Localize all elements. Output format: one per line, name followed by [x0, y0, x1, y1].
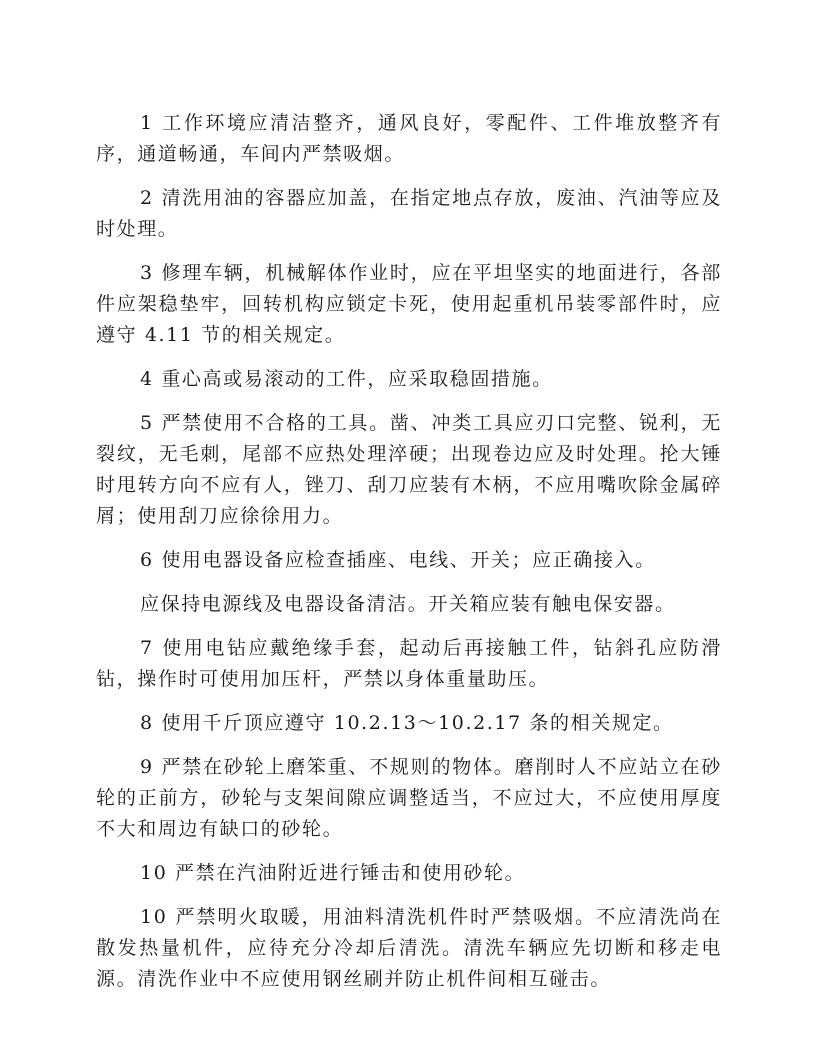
- paragraph-6-electrical-cont: 应保持电源线及电器设备清洁。开关箱应装有触电保安器。: [140, 593, 676, 615]
- paragraph-9-grinding-wheel: 9 严禁在砂轮上磨笨重、不规则的物体。磨削时人不应站立在砂轮的正前方，砂轮与支架间隙应调整适当，不应过大，不应使用厚度不大和周边有缺口的砂轮。: [96, 756, 722, 840]
- paragraph-10-gasoline: 10 严禁在汽油附近进行锤击和使用砂轮。: [140, 862, 526, 884]
- paragraph-7-drill: 7 使用电钻应戴绝缘手套，起动后再接触工件，钻斜孔应防滑钻，操作时可使用加压杆，严禁以身体重量助压。: [96, 637, 722, 690]
- paragraph-1-workplace: 1 工作环境应清洁整齐，通风良好，零配件、工件堆放整齐有序，通道畅通，车间内严禁吸烟。: [96, 112, 722, 165]
- paragraph-8-jack: 8 使用千斤顶应遵守 10.2.13～10.2.17 条的相关规定。: [140, 712, 674, 734]
- paragraph-10-open-flame: 10 严禁明火取暖，用油料清洗机件时严禁吸烟。不应清洗尚在散发热量机件，应待充分冷却后清洗。清洗车辆应先切断和移走电源。清洗作业中不应使用钢丝刷并防止机件间相互碰击。: [96, 906, 722, 990]
- paragraph-5-tools: 5 严禁使用不合格的工具。凿、冲类工具应刃口完整、锐利，无裂纹，无毛刺，尾部不应热处理淬硬；出现卷边应及时处理。抡大锤时甩转方向不应有人，锉刀、刮刀应装有木柄，不应用嘴吹除金属碎屑；使用刮刀应徐徐用力。: [96, 412, 722, 527]
- paragraph-2-oil-containers: 2 清洗用油的容器应加盖，在指定地点存放，废油、汽油等应及时处理。: [96, 187, 722, 240]
- paragraph-3-vehicle-repair: 3 修理车辆，机械解体作业时，应在平坦坚实的地面进行，各部件应架稳垫牢，回转机构应锁定卡死，使用起重机吊装零部件时，应遵守 4.11 节的相关规定。: [96, 262, 722, 346]
- document-page: [96, 108, 722, 1008]
- paragraph-4-workpiece-stability: 4 重心高或易滚动的工件，应采取稳固措施。: [140, 368, 553, 390]
- paragraph-6-electrical: 6 使用电器设备应检查插座、电线、开关；应正确接入。: [140, 549, 656, 571]
